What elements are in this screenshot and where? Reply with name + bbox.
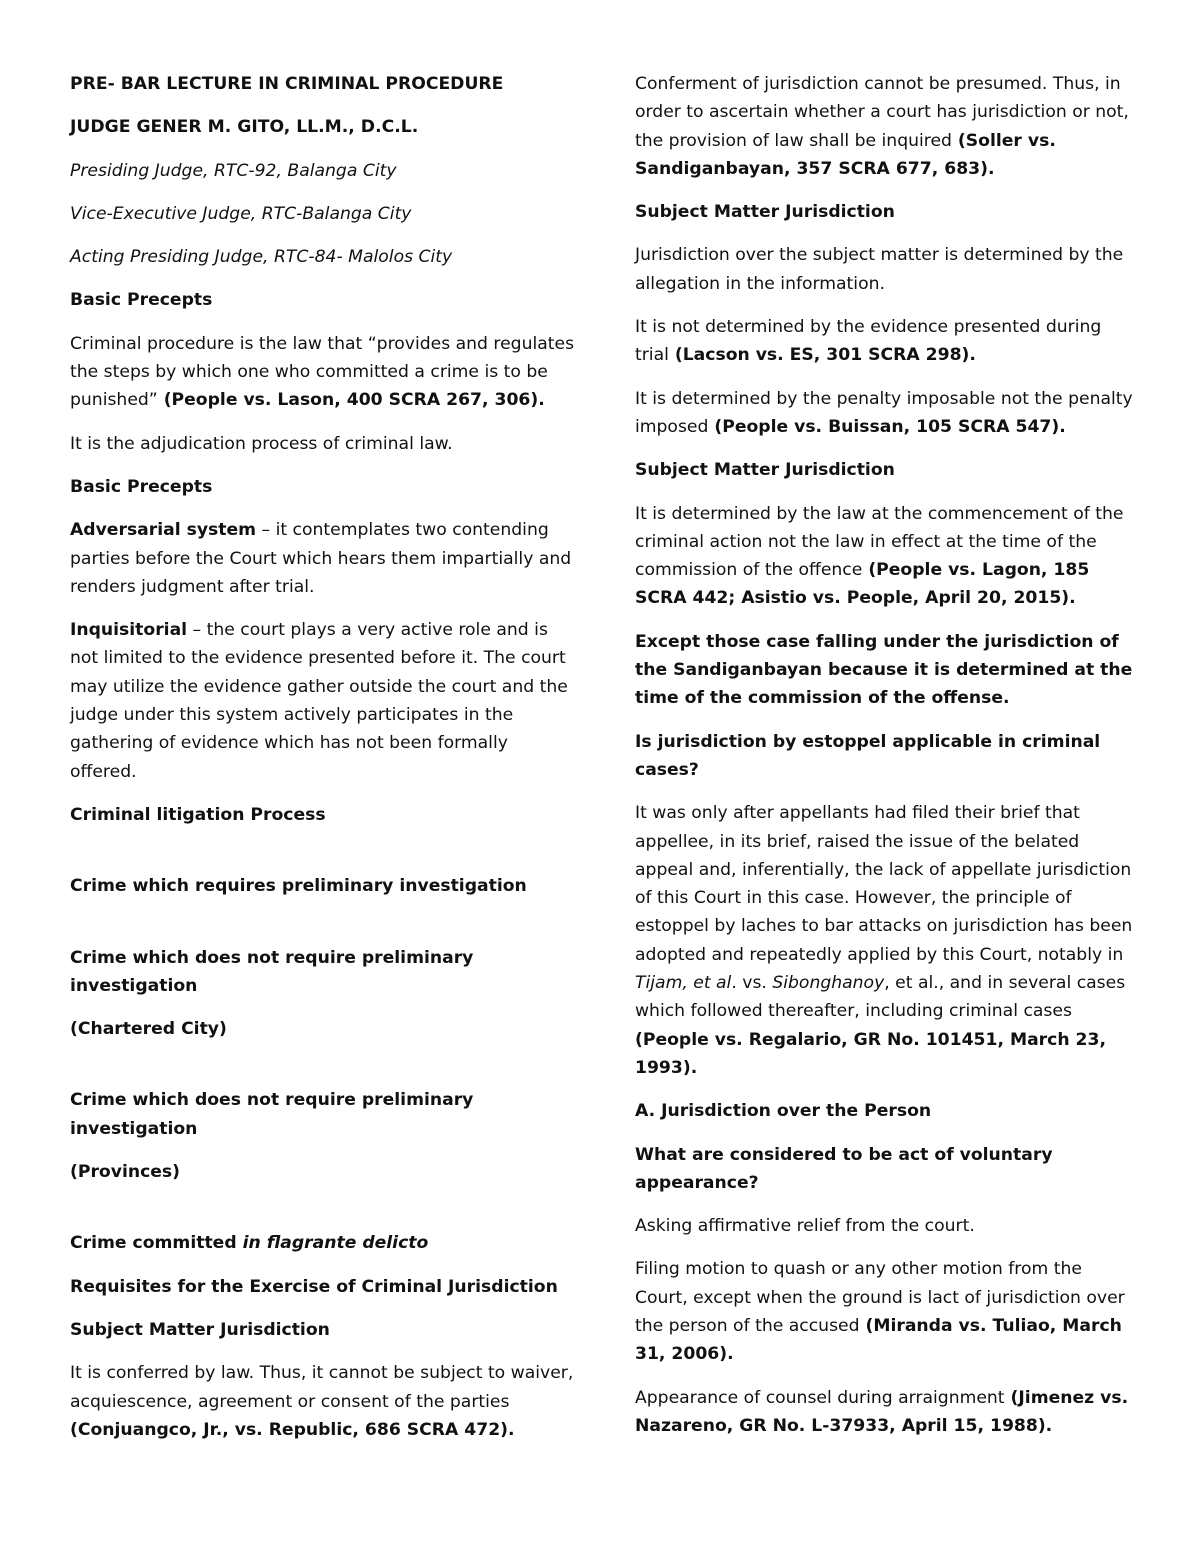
right-column bbox=[635, 70, 1140, 1455]
term-adversarial: Adversarial system bbox=[70, 520, 257, 541]
heading-subject-matter: Subject Matter Jurisdiction bbox=[70, 1319, 330, 1340]
heading-text: Crime committed bbox=[70, 1233, 243, 1254]
case-name-italic: Sibonghanoy bbox=[772, 973, 885, 994]
paragraph-text: Conferment of jurisdiction cannot be presumed. Thus, in order to ascertain whether a court has jurisdiction or not, the provision of law shall be inquired bbox=[635, 74, 1129, 151]
author-role-2: Vice-Executive Judge, RTC-Balanga City bbox=[70, 203, 412, 224]
case-citation: (People vs. Regalario, GR No. 101451, March 23, 1993). bbox=[635, 1029, 1107, 1078]
paragraph-allegation: Jurisdiction over the subject matter is determined by the allegation in the information. bbox=[635, 245, 1124, 294]
paragraph-sandiganbayan-exception: Except those case falling under the jurisdiction of the Sandiganbayan because it is determined at the time of the commission of the offense. bbox=[635, 631, 1133, 709]
paragraph-counsel-appearance bbox=[635, 1384, 1140, 1441]
case-citation: (Conjuangco, Jr., vs. Republic, 686 SCRA 472). bbox=[70, 1419, 515, 1440]
paragraph-text: It is determined by the penalty imposable not the penalty imposed bbox=[635, 388, 1133, 437]
heading-litigation-process: Criminal litigation Process bbox=[70, 804, 326, 825]
heading-no-pi-provinces: Crime which does not require preliminary investigation bbox=[70, 1090, 474, 1139]
provinces-label: (Provinces) bbox=[70, 1162, 180, 1183]
heading-voluntary-appearance: What are considered to be act of voluntary appearance? bbox=[635, 1144, 1053, 1193]
spacer bbox=[70, 844, 575, 872]
heading-requires-pi: Crime which requires preliminary investigation bbox=[70, 876, 527, 897]
heading-estoppel: Is jurisdiction by estoppel applicable in criminal cases? bbox=[635, 731, 1101, 780]
paragraph-penalty bbox=[635, 385, 1140, 442]
case-citation: (Miranda vs. Tuliao, March 31, 2006). bbox=[635, 1315, 1122, 1365]
case-citation: (Soller vs. Sandiganbayan, 357 SCRA 677, 683). bbox=[635, 130, 1056, 179]
paragraph-criminal-procedure bbox=[70, 330, 575, 415]
paragraph-adversarial bbox=[70, 516, 575, 601]
paragraph-text: , et al., and in several cases which followed thereafter, including criminal cases bbox=[635, 973, 1126, 1022]
author-name: JUDGE GENER M. GITO, LL.M., D.C.L. bbox=[70, 117, 419, 138]
case-citation: (People vs. Buissan, 105 SCRA 547). bbox=[708, 416, 1066, 437]
case-name-italic: Tijam, et al bbox=[635, 973, 732, 994]
author-role-1: Presiding Judge, RTC-92, Balanga City bbox=[70, 160, 397, 181]
paragraph-conferred-by-law bbox=[70, 1359, 575, 1444]
spacer bbox=[70, 1201, 575, 1229]
chartered-city-label: (Chartered City) bbox=[70, 1019, 227, 1040]
lecture-title: PRE- BAR LECTURE IN CRIMINAL PROCEDURE bbox=[70, 74, 504, 94]
heading-basic-precepts-2: Basic Precepts bbox=[70, 476, 213, 497]
heading-subject-matter-2: Subject Matter Jurisdiction bbox=[635, 460, 895, 481]
paragraph-inquisitorial bbox=[70, 616, 575, 786]
paragraph-text: It is determined by the law at the commencement of the criminal action not the law in effect at the time of the commission of the offence bbox=[635, 503, 1124, 581]
spacer bbox=[70, 1058, 575, 1086]
paragraph-text: It is not determined by the evidence presented during trial bbox=[635, 317, 1102, 366]
left-column bbox=[70, 70, 575, 1459]
heading-italic-text: in flagrante delicto bbox=[242, 1233, 429, 1254]
heading-no-pi-chartered: Crime which does not require preliminary investigation bbox=[70, 947, 474, 996]
paragraph-text: It is conferred by law. Thus, it cannot be subject to waiver, acquiescence, agreement or consent of the parties bbox=[70, 1363, 574, 1412]
paragraph-not-evidence bbox=[635, 313, 1140, 370]
paragraph-law-commencement bbox=[635, 500, 1140, 613]
heading-basic-precepts-1: Basic Precepts bbox=[70, 290, 213, 311]
case-citation: (People vs. Lason, 400 SCRA 267, 306). bbox=[157, 390, 545, 411]
case-citation: (People vs. Lagon, 185 SCRA 442; Asistio vs. People, April 20, 2015). bbox=[635, 560, 1090, 609]
paragraph-text: – it contemplates two contending parties before the Court which hears them impartially and renders judgment after trial. bbox=[70, 520, 572, 597]
heading-subject-matter-1: Subject Matter Jurisdiction bbox=[635, 202, 895, 223]
paragraph-adjudication: It is the adjudication process of criminal law. bbox=[70, 433, 453, 454]
heading-flagrante-delicto bbox=[70, 1229, 575, 1257]
paragraph-text: It was only after appellants had filed their brief that appellee, in its brief, raised the issue of the belated appeal and, inferentially, the lack of appellate jurisdiction of this Court in this case. However, the principle of estoppel by laches to bar attacks on jurisdiction has been adopted and repeatedly applied by this Court, notably in bbox=[635, 803, 1133, 965]
paragraph-text: . vs. bbox=[731, 973, 773, 994]
paragraph-estoppel bbox=[635, 799, 1140, 1082]
paragraph-text: Criminal procedure is the law that “provides and regulates the steps by which one who committed a crime is to be punished” bbox=[70, 333, 575, 411]
paragraph-text: Appearance of counsel during arraignment bbox=[635, 1387, 1005, 1408]
paragraph-conferment bbox=[635, 70, 1140, 183]
spacer bbox=[70, 916, 575, 944]
paragraph-affirmative-relief: Asking affirmative relief from the court. bbox=[635, 1216, 975, 1237]
case-citation: (Lacson vs. ES, 301 SCRA 298). bbox=[668, 345, 976, 366]
author-role-3: Acting Presiding Judge, RTC-84- Malolos City bbox=[70, 247, 453, 268]
paragraph-motion-to-quash bbox=[635, 1255, 1140, 1368]
term-inquisitorial: Inquisitorial bbox=[70, 620, 188, 641]
heading-jurisdiction-person: A. Jurisdiction over the Person bbox=[635, 1101, 932, 1122]
paragraph-text: Filing motion to quash or any other motion from the Court, except when the ground is lact of jurisdiction over the person of the accused bbox=[635, 1259, 1125, 1336]
case-citation: (Jimenez vs. Nazareno, GR No. L-37933, April 15, 1988). bbox=[635, 1387, 1129, 1436]
paragraph-text: – the court plays a very active role and is not limited to the evidence presented before it. The court may utilize the evidence gather outside the court and the judge under this system actively participates in the gathering of evidence which has not been formally offered. bbox=[70, 620, 568, 782]
heading-requisites: Requisites for the Exercise of Criminal Jurisdiction bbox=[70, 1276, 558, 1297]
